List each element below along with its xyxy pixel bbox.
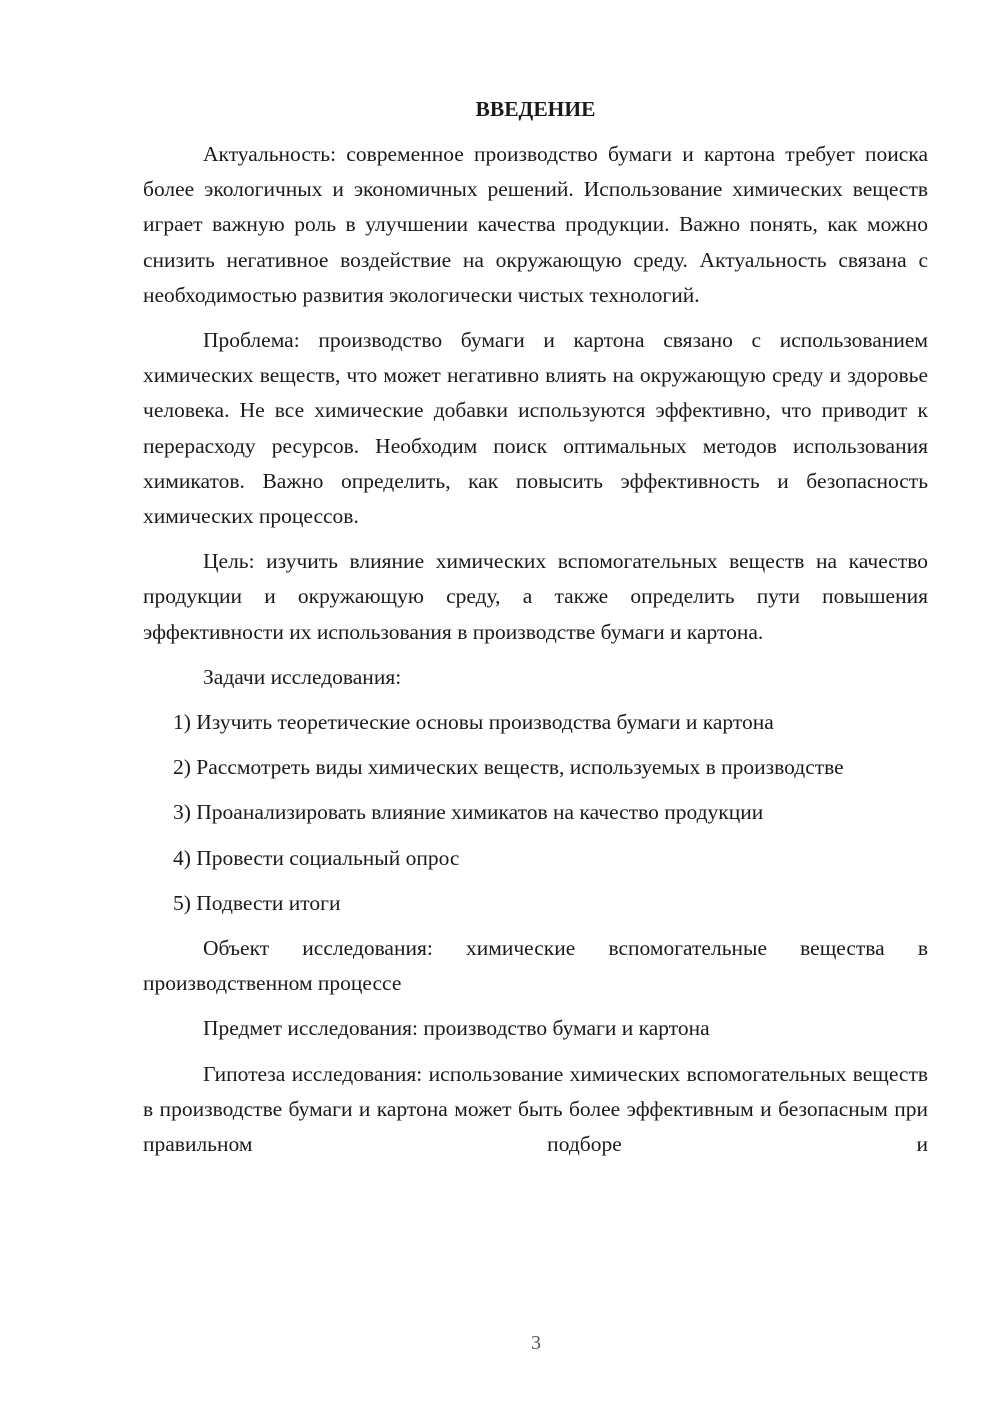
section-title: ВВЕДЕНИЕ: [475, 97, 596, 121]
paragraph-relevance: Актуальность: современное производство бумаги и картона требует поиска более экологичных и экономичных решений. Использование химических веществ играет важную роль в улучшении качества продукции. Важно понять, как можно снизить негативное воздействие на окружающую среду. Актуальность связана с необходимостью развития экологически чистых технологий.: [143, 142, 928, 307]
document-page: [143, 92, 928, 1172]
paragraph-tasks-heading: Задачи исследования:: [203, 664, 402, 689]
task-item-3: 3) Проанализировать влияние химикатов на качество продукции: [173, 800, 764, 825]
paragraph-subject: Предмет исследования: производство бумаги и картона: [203, 1016, 710, 1041]
task-item-5: 5) Подвести итоги: [173, 890, 341, 915]
page-number: 3: [531, 1332, 541, 1354]
paragraph-problem: Проблема: производство бумаги и картона связано с использованием химических веществ, что может негативно влиять на окружающую среду и здоровье человека. Не все химические добавки используются эффективно, что приводит к перерасходу ресурсов. Необходим поиск оптимальных методов использования химикатов. Важно определить, как повысить эффективность и безопасность химических процессов.: [143, 328, 928, 529]
task-item-4: 4) Провести социальный опрос: [173, 845, 460, 870]
paragraph-hypothesis: Гипотеза исследования: использование химических вспомогательных веществ в производстве бумаги и картона может быть более эффективным и безопасным при правильном подборе и: [143, 1061, 928, 1157]
paragraph-object: Объект исследования: химические вспомогательные вещества в производственном процессе: [143, 936, 928, 996]
task-item-1: 1) Изучить теоретические основы производства бумаги и картона: [173, 710, 774, 735]
task-item-2: 2) Рассмотреть виды химических веществ, используемых в производстве: [173, 755, 844, 780]
paragraph-goal: Цель: изучить влияние химических вспомогательных веществ на качество продукции и окружающую среду, а также определить пути повышения эффективности их использования в производстве бумаги и картона.: [143, 549, 928, 644]
